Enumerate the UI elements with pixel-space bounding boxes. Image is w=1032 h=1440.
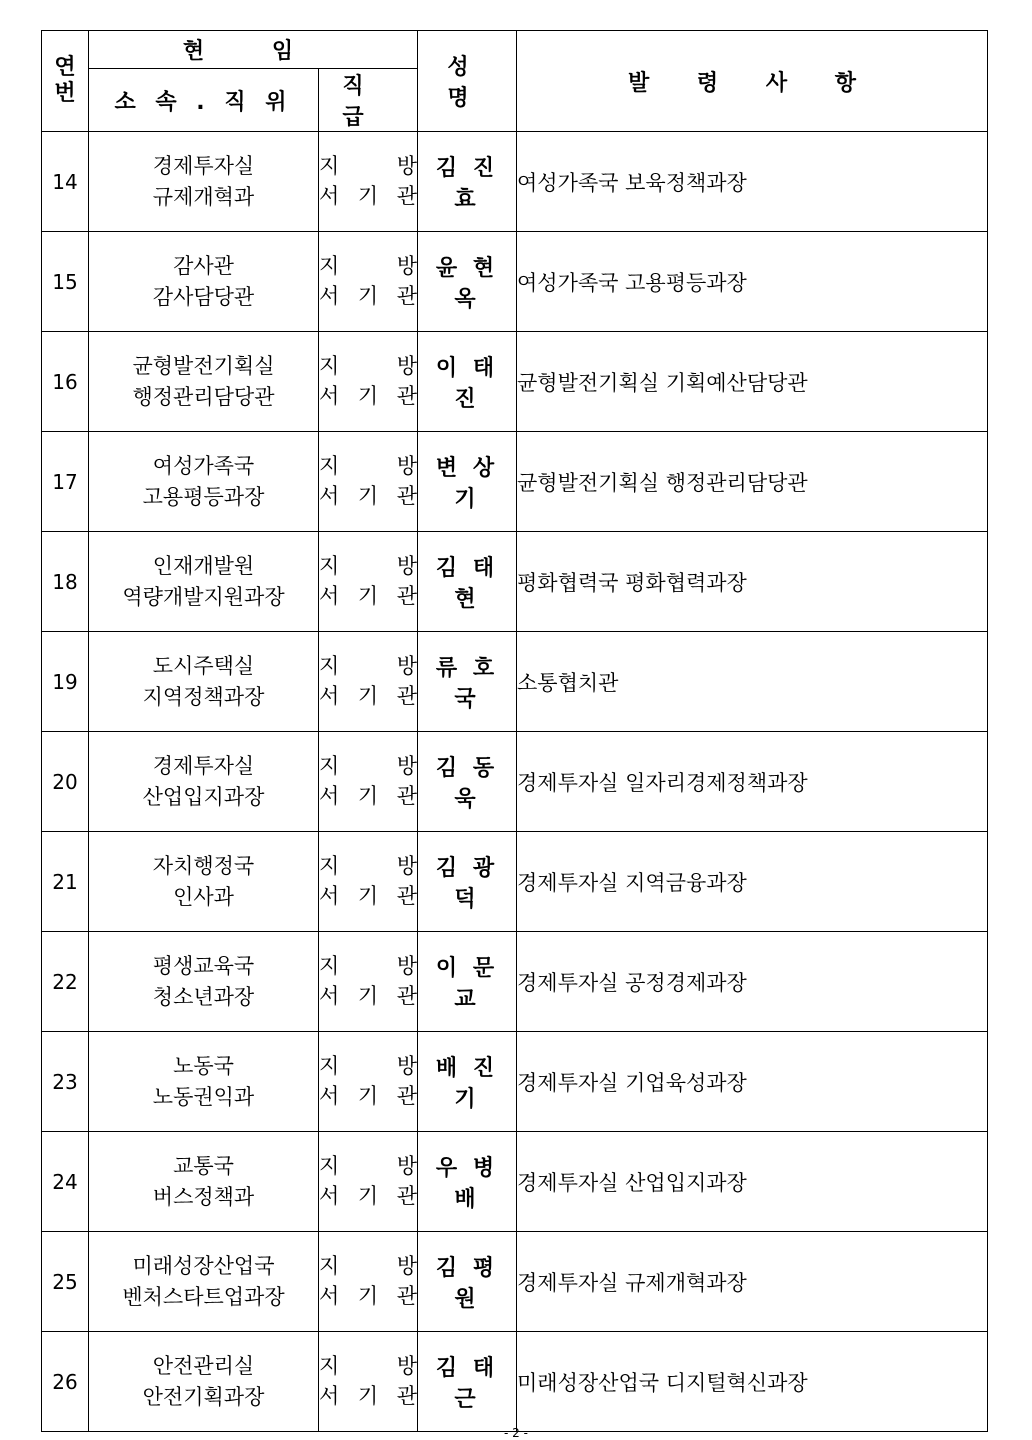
row-number: 26 [42, 1332, 89, 1432]
appointment-detail: 경제투자실 규제개혁과장 [517, 1232, 988, 1332]
grade-line-1 [319, 652, 417, 681]
table-row [42, 532, 988, 632]
grade-line-1 [319, 852, 417, 881]
grade-line-2 [319, 1182, 417, 1211]
row-number: 14 [42, 132, 89, 232]
current-department [89, 832, 319, 932]
current-department [89, 1332, 319, 1432]
current-department [89, 1032, 319, 1132]
grade-line-1 [319, 552, 417, 581]
grade-char: 서 [319, 1383, 340, 1408]
table-row [42, 332, 988, 432]
grade-char: 방 [396, 1354, 418, 1379]
grade-char: 서 [319, 283, 340, 308]
grade-char: 관 [396, 683, 418, 708]
grade-char: 서 [319, 183, 340, 208]
row-number: 23 [42, 1032, 89, 1132]
grade-char: 방 [396, 454, 418, 479]
department-line-1: 도시주택실 [152, 654, 255, 679]
grade-line-2 [319, 682, 417, 711]
grade-char: 방 [396, 1254, 418, 1279]
current-department [89, 232, 319, 332]
department-line-2: 청소년과장 [152, 984, 255, 1009]
grade-line-2 [319, 482, 417, 511]
grade-char: 서 [319, 583, 340, 608]
grade-char: 방 [396, 854, 418, 879]
grade-cell [319, 832, 418, 932]
appointment-detail: 여성가족국 보육정책과장 [517, 132, 988, 232]
grade-char: 관 [396, 583, 418, 608]
grade-line-1 [319, 252, 417, 281]
table-row [42, 232, 988, 332]
grade-char: 방 [396, 354, 418, 379]
grade-char: 방 [396, 554, 418, 579]
grade-char: 기 [357, 1283, 379, 1308]
grade-line-2 [319, 1382, 417, 1411]
person-name: 우 병 배 [418, 1132, 517, 1232]
row-number: 20 [42, 732, 89, 832]
department-line-1: 미래성장산업국 [132, 1254, 275, 1279]
department-line-1: 감사관 [173, 254, 234, 279]
grade-char: 지 [319, 754, 340, 779]
department-line-1: 자치행정국 [152, 854, 255, 879]
grade-char: 기 [357, 483, 379, 508]
row-number: 22 [42, 932, 89, 1032]
department-line-1: 경제투자실 [152, 154, 255, 179]
grade-line-2 [319, 1082, 417, 1111]
department-line-1: 평생교육국 [152, 954, 255, 979]
current-department [89, 132, 319, 232]
grade-char: 지 [319, 154, 340, 179]
grade-char: 방 [396, 1054, 418, 1079]
table-row [42, 1232, 988, 1332]
department-line-1: 안전관리실 [152, 1354, 255, 1379]
grade-char: 방 [396, 1154, 418, 1179]
grade-char: 지 [319, 454, 340, 479]
grade-line-1 [319, 752, 417, 781]
department-line-2: 산업입지과장 [142, 784, 265, 809]
grade-line-1 [319, 152, 417, 181]
grade-cell [319, 232, 418, 332]
table-row [42, 1332, 988, 1432]
grade-cell [319, 1332, 418, 1432]
grade-char: 관 [396, 883, 418, 908]
grade-cell [319, 132, 418, 232]
current-department [89, 932, 319, 1032]
person-name: 김 광 덕 [418, 832, 517, 932]
grade-char: 기 [357, 883, 379, 908]
person-name: 김 동 욱 [418, 732, 517, 832]
appointment-detail: 소통협치관 [517, 632, 988, 732]
current-department [89, 432, 319, 532]
department-line-1: 노동국 [173, 1054, 234, 1079]
grade-char: 서 [319, 1283, 340, 1308]
appointment-detail: 여성가족국 고용평등과장 [517, 232, 988, 332]
grade-char: 서 [319, 783, 340, 808]
row-number: 17 [42, 432, 89, 532]
grade-line-1 [319, 452, 417, 481]
header-number-bottom: 번 [54, 81, 76, 106]
grade-char: 지 [319, 854, 340, 879]
appointment-detail: 경제투자실 지역금융과장 [517, 832, 988, 932]
grade-char: 기 [357, 1083, 379, 1108]
grade-cell [319, 532, 418, 632]
grade-char: 관 [396, 183, 418, 208]
grade-line-2 [319, 282, 417, 311]
department-line-2: 노동권익과 [152, 1084, 255, 1109]
grade-char: 지 [319, 1054, 340, 1079]
grade-char: 서 [319, 883, 340, 908]
table-row [42, 832, 988, 932]
table-row [42, 632, 988, 732]
grade-cell [319, 732, 418, 832]
grade-cell [319, 332, 418, 432]
department-line-2: 안전기획과장 [142, 1384, 265, 1409]
table-row [42, 932, 988, 1032]
grade-char: 방 [396, 954, 418, 979]
grade-line-2 [319, 382, 417, 411]
appointment-detail: 균형발전기획실 기획예산담당관 [517, 332, 988, 432]
row-number: 19 [42, 632, 89, 732]
grade-char: 지 [319, 1254, 340, 1279]
grade-char: 서 [319, 683, 340, 708]
person-name: 김 태 근 [418, 1332, 517, 1432]
grade-char: 관 [396, 283, 418, 308]
appointment-detail: 균형발전기획실 행정관리담당관 [517, 432, 988, 532]
header-department: 소 속 . 직 위 [89, 69, 319, 132]
appointment-detail: 경제투자실 공정경제과장 [517, 932, 988, 1032]
grade-char: 지 [319, 554, 340, 579]
grade-char: 서 [319, 483, 340, 508]
grade-char: 방 [396, 154, 418, 179]
department-line-2: 인사과 [173, 884, 234, 909]
grade-line-2 [319, 1282, 417, 1311]
grade-line-1 [319, 1352, 417, 1381]
person-name: 변 상 기 [418, 432, 517, 532]
grade-line-1 [319, 952, 417, 981]
grade-line-2 [319, 182, 417, 211]
header-name: 성 명 [418, 31, 517, 132]
grade-line-2 [319, 782, 417, 811]
appointment-detail: 미래성장산업국 디지털혁신과장 [517, 1332, 988, 1432]
grade-cell [319, 1032, 418, 1132]
department-line-2: 역량개발지원과장 [122, 584, 285, 609]
grade-char: 관 [396, 483, 418, 508]
grade-char: 관 [396, 983, 418, 1008]
person-name: 김 태 현 [418, 532, 517, 632]
header-current-position: 현 임 [89, 31, 418, 69]
department-line-2: 행정관리담당관 [132, 384, 275, 409]
grade-char: 기 [357, 183, 379, 208]
grade-char: 지 [319, 1354, 340, 1379]
grade-char: 방 [396, 754, 418, 779]
header-number-top: 연 [54, 54, 76, 80]
appointment-detail: 평화협력국 평화협력과장 [517, 532, 988, 632]
grade-line-2 [319, 882, 417, 911]
grade-char: 지 [319, 1154, 340, 1179]
row-number: 18 [42, 532, 89, 632]
grade-char: 기 [357, 1383, 379, 1408]
grade-char: 서 [319, 983, 340, 1008]
person-name: 이 문 교 [418, 932, 517, 1032]
page-number: - 2 - [504, 1426, 528, 1440]
grade-char: 관 [396, 383, 418, 408]
header-appointment: 발 령 사 항 [517, 31, 988, 132]
grade-char: 방 [396, 254, 418, 279]
department-line-1: 인재개발원 [152, 554, 255, 579]
department-line-1: 여성가족국 [152, 454, 255, 479]
table-row [42, 1132, 988, 1232]
current-department [89, 1132, 319, 1232]
grade-char: 기 [357, 1183, 379, 1208]
row-number: 16 [42, 332, 89, 432]
grade-char: 관 [396, 1383, 418, 1408]
grade-char: 관 [396, 1283, 418, 1308]
grade-cell [319, 1232, 418, 1332]
grade-char: 지 [319, 954, 340, 979]
department-line-2: 버스정책과 [152, 1184, 255, 1209]
grade-line-2 [319, 982, 417, 1011]
grade-char: 지 [319, 254, 340, 279]
grade-cell [319, 1132, 418, 1232]
header-number [42, 31, 89, 132]
department-line-2: 고용평등과장 [142, 484, 265, 509]
grade-char: 서 [319, 383, 340, 408]
current-department [89, 732, 319, 832]
appointment-detail: 경제투자실 기업육성과장 [517, 1032, 988, 1132]
current-department [89, 532, 319, 632]
department-line-1: 경제투자실 [152, 754, 255, 779]
grade-cell [319, 432, 418, 532]
person-name: 윤 현 옥 [418, 232, 517, 332]
grade-char: 기 [357, 983, 379, 1008]
department-line-2: 규제개혁과 [152, 184, 255, 209]
appointment-table [41, 30, 988, 1432]
table-row [42, 132, 988, 232]
current-department [89, 1232, 319, 1332]
table-row [42, 1032, 988, 1132]
person-name: 배 진 기 [418, 1032, 517, 1132]
header-grade: 직 급 [319, 69, 418, 132]
department-line-2: 벤처스타트업과장 [122, 1284, 285, 1309]
grade-char: 지 [319, 654, 340, 679]
department-line-1: 균형발전기획실 [132, 354, 275, 379]
grade-line-2 [319, 582, 417, 611]
row-number: 15 [42, 232, 89, 332]
row-number: 21 [42, 832, 89, 932]
header-row-top [42, 31, 988, 69]
grade-char: 기 [357, 783, 379, 808]
grade-char: 서 [319, 1083, 340, 1108]
grade-char: 서 [319, 1183, 340, 1208]
grade-char: 지 [319, 354, 340, 379]
grade-cell [319, 932, 418, 1032]
grade-char: 관 [396, 1083, 418, 1108]
grade-char: 기 [357, 683, 379, 708]
grade-line-1 [319, 352, 417, 381]
appointment-detail: 경제투자실 일자리경제정책과장 [517, 732, 988, 832]
grade-char: 기 [357, 283, 379, 308]
table-row [42, 732, 988, 832]
table-row [42, 432, 988, 532]
grade-line-1 [319, 1152, 417, 1181]
current-department [89, 632, 319, 732]
grade-char: 기 [357, 583, 379, 608]
row-number: 25 [42, 1232, 89, 1332]
grade-char: 관 [396, 1183, 418, 1208]
row-number: 24 [42, 1132, 89, 1232]
department-line-2: 감사담당관 [152, 284, 255, 309]
grade-char: 방 [396, 654, 418, 679]
grade-cell [319, 632, 418, 732]
grade-char: 관 [396, 783, 418, 808]
department-line-1: 교통국 [173, 1154, 234, 1179]
appointment-detail: 경제투자실 산업입지과장 [517, 1132, 988, 1232]
department-line-2: 지역정책과장 [142, 684, 265, 709]
grade-line-1 [319, 1252, 417, 1281]
person-name: 류 호 국 [418, 632, 517, 732]
grade-char: 기 [357, 383, 379, 408]
person-name: 김 진 효 [418, 132, 517, 232]
person-name: 이 태 진 [418, 332, 517, 432]
current-department [89, 332, 319, 432]
person-name: 김 평 원 [418, 1232, 517, 1332]
grade-line-1 [319, 1052, 417, 1081]
